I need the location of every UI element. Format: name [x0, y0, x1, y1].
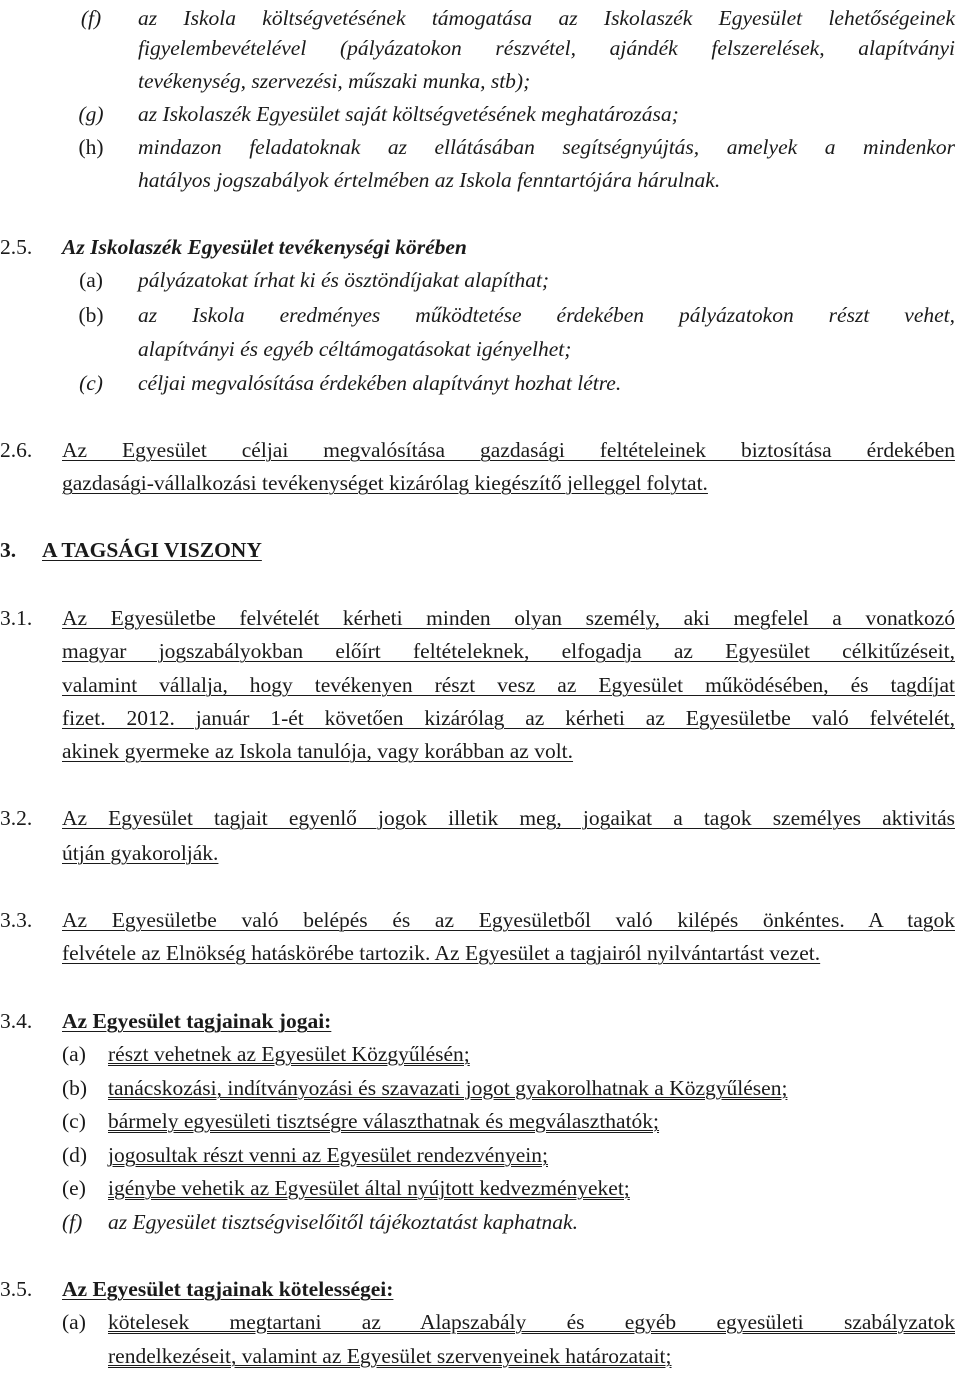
section-number: 3.3.	[0, 908, 33, 932]
line-text: figyelembevételével (pályázatokon részvétel, ajándék felszerelések, alapítványi	[138, 36, 955, 60]
item-label: (a)	[62, 1042, 86, 1066]
line-text	[138, 97, 955, 131]
line-text-content: jogosultak részt venni az Egyesület rendezvényein;	[108, 1143, 548, 1167]
line-text	[108, 1205, 955, 1239]
section-number: 2.5.	[0, 235, 33, 259]
line-text-content: céljai megvalósítása érdekében alapítványt hozhat létre.	[138, 371, 622, 395]
text-line	[0, 64, 960, 98]
item-label: (g)	[78, 102, 104, 126]
item-label: (a)	[79, 268, 103, 292]
item-label: (c)	[62, 1109, 86, 1133]
line-text: Az Egyesület céljai megvalósítása gazdasági feltételeinek biztosítása érdekében	[62, 438, 955, 462]
line-text-content: gazdasági-vállalkozási tevékenységet kizárólag kiegészítő jelleggel folytat.	[62, 471, 708, 495]
line-text-content: bármely egyesületi tisztségre választhatnak és megválaszthatók;	[108, 1109, 660, 1133]
text-line	[0, 1272, 960, 1306]
text-line	[0, 1305, 960, 1339]
item-label: (b)	[78, 303, 104, 327]
text-line	[0, 263, 960, 297]
line-text: Az Egyesületbe való belépés és az Egyesületből való kilépés önkéntes. A tagok	[62, 908, 955, 932]
item-label: (b)	[62, 1076, 88, 1100]
line-text	[138, 163, 955, 197]
section-number: 3.4.	[0, 1009, 33, 1033]
line-text	[62, 734, 955, 768]
text-line	[0, 1, 960, 35]
line-text: kötelesek megtartani az Alapszabály és egyéb egyesületi szabályzatok	[108, 1310, 955, 1334]
text-line	[0, 1004, 960, 1038]
text-line	[0, 936, 960, 970]
section-number: 2.6.	[0, 438, 33, 462]
item-label: (f)	[62, 1210, 83, 1234]
text-line	[0, 230, 960, 264]
line-text-content: A TAGSÁGI VISZONY	[42, 538, 262, 562]
text-line	[0, 433, 960, 467]
line-text: magyar jogszabályokban előírt feltételeknek, elfogadja az Egyesület célkitűzéseit,	[62, 639, 955, 663]
line-text	[62, 1272, 955, 1306]
line-text: az Iskola költségvetésének támogatása az Iskolaszék Egyesület lehetőségeinek	[138, 6, 955, 30]
text-line	[0, 601, 960, 635]
line-text-content: tanácskozási, indítványozási és szavazati jogot gyakorolhatnak a Közgyűlésen;	[108, 1076, 788, 1100]
line-text	[138, 366, 955, 400]
line-text-content: hatályos jogszabályok értelmében az Iskola fenntartójára hárulnak.	[138, 168, 721, 192]
line-text-content: tevékenység, szervezési, műszaki munka, stb);	[138, 69, 531, 93]
text-line	[0, 1205, 960, 1239]
section-number: 3.5.	[0, 1277, 33, 1301]
item-label: (d)	[62, 1143, 88, 1167]
line-text	[62, 230, 955, 264]
line-text: Az Egyesület tagjait egyenlő jogok illetik meg, jogaikat a tagok személyes aktivitás	[62, 806, 955, 830]
text-line	[0, 1138, 960, 1172]
line-text	[108, 1138, 955, 1172]
text-line	[0, 332, 960, 366]
line-text: fizet. 2012. január 1-ét követően kizárólag az kérheti az Egyesületbe való felvételét,	[62, 706, 955, 730]
line-text	[108, 1171, 955, 1205]
text-line	[0, 634, 960, 668]
text-line	[0, 366, 960, 400]
line-text	[138, 64, 955, 98]
text-line	[0, 97, 960, 131]
line-text-content: az Egyesület tisztségviselőitől tájékoztatást kaphatnak.	[108, 1210, 578, 1234]
text-line	[0, 1037, 960, 1071]
section-number: 3.2.	[0, 806, 33, 830]
line-text	[108, 1104, 955, 1138]
line-text-content: akinek gyermeke az Iskola tanulója, vagy korábban az volt.	[62, 739, 574, 763]
line-text	[42, 533, 955, 567]
line-text: valamint vállalja, hogy tevékenyen részt vesz az Egyesület működésében, és tagdíjat	[62, 673, 955, 697]
line-text-content: Az Iskolaszék Egyesület tevékenységi körében	[62, 235, 467, 259]
section-number: 3.1.	[0, 606, 33, 630]
text-line	[0, 298, 960, 332]
line-text-content: Az Egyesület tagjainak jogai:	[62, 1009, 332, 1033]
line-text-content: Az Egyesület tagjainak kötelességei:	[62, 1277, 394, 1301]
item-label: (a)	[62, 1310, 86, 1334]
line-text	[62, 1004, 955, 1038]
item-label: (c)	[79, 371, 103, 395]
section-number: 3.	[0, 538, 17, 562]
line-text-content: rendelkezéseit, valamint az Egyesület szervenyeinek határozatait;	[108, 1344, 672, 1368]
line-text	[62, 836, 955, 870]
item-label: (e)	[62, 1176, 86, 1200]
line-text	[108, 1037, 955, 1071]
line-text: Az Egyesületbe felvételét kérheti minden olyan személy, aki megfelel a vonatkozó	[62, 606, 955, 630]
text-line	[0, 31, 960, 65]
text-line	[0, 903, 960, 937]
line-text	[62, 936, 955, 970]
text-line	[0, 1104, 960, 1138]
line-text-content: felvétele az Elnökség hatáskörébe tartozik. Az Egyesület a tagjairól nyilvántartást vezet.	[62, 941, 821, 965]
line-text	[108, 1071, 955, 1105]
line-text-content: igénybe vehetik az Egyesület által nyújtott kedvezményeket;	[108, 1176, 630, 1200]
text-line	[0, 836, 960, 870]
line-text-content: útján gyakorolják.	[62, 841, 219, 865]
line-text-content: alapítványi és egyéb céltámogatásokat igényelhet;	[138, 337, 572, 361]
text-line	[0, 701, 960, 735]
line-text-content: az Iskolaszék Egyesület saját költségvetésének meghatározása;	[138, 102, 679, 126]
text-line	[0, 466, 960, 500]
text-line	[0, 1171, 960, 1205]
text-line	[0, 533, 960, 567]
text-line	[0, 668, 960, 702]
text-line	[0, 163, 960, 197]
text-line	[0, 734, 960, 768]
line-text-content: részt vehetnek az Egyesület Közgyűlésén;	[108, 1042, 470, 1066]
line-text	[62, 466, 955, 500]
line-text	[108, 1339, 955, 1373]
text-line	[0, 130, 960, 164]
line-text: az Iskola eredményes működtetése érdekében pályázatokon részt vehet,	[138, 303, 955, 327]
item-label: (f)	[80, 6, 102, 30]
line-text-content: pályázatokat írhat ki és ösztöndíjakat alapíthat;	[138, 268, 550, 292]
line-text	[138, 332, 955, 366]
text-line	[0, 1071, 960, 1105]
text-line	[0, 1339, 960, 1373]
line-text: mindazon feladatoknak az ellátásában segítségnyújtás, amelyek a mindenkor	[138, 135, 955, 159]
line-text	[138, 263, 955, 297]
text-line	[0, 801, 960, 835]
item-label: (h)	[78, 135, 104, 159]
